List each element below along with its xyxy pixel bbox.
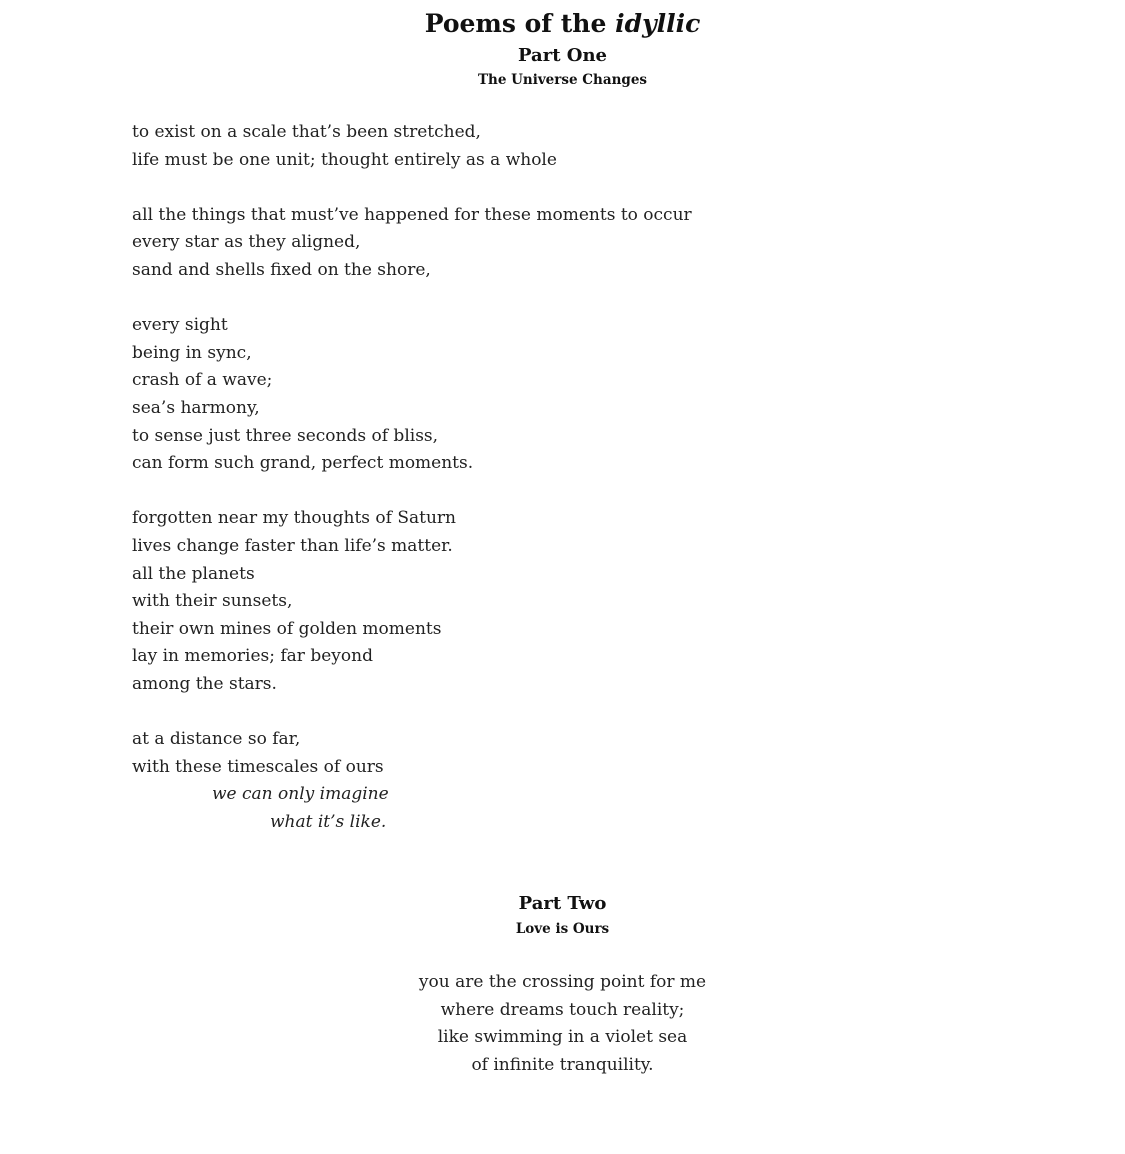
stanza-2 bbox=[132, 202, 772, 285]
poem-line: their own mines of golden moments bbox=[132, 618, 442, 639]
poem-line-indented: we can only imagine bbox=[212, 784, 389, 805]
poem-line: every star as they aligned, bbox=[132, 232, 361, 253]
poem-line: with their sunsets, bbox=[132, 591, 293, 612]
poem-line: crash of a wave; bbox=[132, 370, 273, 391]
poem-line: at a distance so far, bbox=[132, 729, 301, 750]
poem-line: where dreams touch reality; bbox=[440, 999, 685, 1020]
stanza-1 bbox=[132, 119, 772, 174]
poem-line: all the planets bbox=[132, 563, 255, 584]
poem-line-indented: what it’s like. bbox=[270, 811, 387, 832]
poem-line: lives change faster than life’s matter. bbox=[132, 535, 453, 556]
poem-line: sand and shells fixed on the shore, bbox=[132, 259, 431, 280]
part-two-heading: Part Two bbox=[518, 893, 607, 914]
part-two-subheading: Love is Ours bbox=[515, 921, 610, 937]
poem-line: with these timescales of ours bbox=[132, 756, 384, 777]
document-title bbox=[0, 8, 1125, 40]
poem-line: every sight bbox=[132, 315, 228, 336]
poem-line: you are the crossing point for me bbox=[418, 972, 707, 992]
part-one-subheading: The Universe Changes bbox=[477, 72, 648, 88]
poem-line: to exist on a scale that’s been stretched, bbox=[132, 122, 481, 142]
poem-line: like swimming in a violet sea bbox=[437, 1027, 688, 1048]
poem-line: life must be one unit; thought entirely as a whole bbox=[132, 149, 557, 170]
document-title-prefix: Poems of the bbox=[424, 9, 616, 38]
poem-line: being in sync, bbox=[132, 342, 252, 363]
part-two-poem bbox=[0, 969, 1125, 1079]
poem-line: of infinite tranquility. bbox=[471, 1054, 654, 1075]
part-one-poem bbox=[132, 119, 772, 864]
poem-line: forgotten near my thoughts of Saturn bbox=[132, 508, 456, 529]
poem-line: can form such grand, perfect moments. bbox=[132, 453, 474, 474]
stanza-5 bbox=[132, 726, 772, 836]
poem-line: all the things that must’ve happened for these moments to occur bbox=[132, 204, 692, 225]
part-one-heading: Part One bbox=[518, 45, 607, 66]
poem-line: to sense just three seconds of bliss, bbox=[132, 425, 439, 446]
stanza-4 bbox=[132, 505, 772, 698]
poem-line: sea’s harmony, bbox=[132, 397, 260, 418]
stanza-3 bbox=[132, 312, 772, 478]
poem-line: among the stars. bbox=[132, 673, 277, 694]
document-title-emphasis: idyllic bbox=[615, 9, 701, 38]
poem-line: lay in memories; far beyond bbox=[132, 646, 373, 667]
